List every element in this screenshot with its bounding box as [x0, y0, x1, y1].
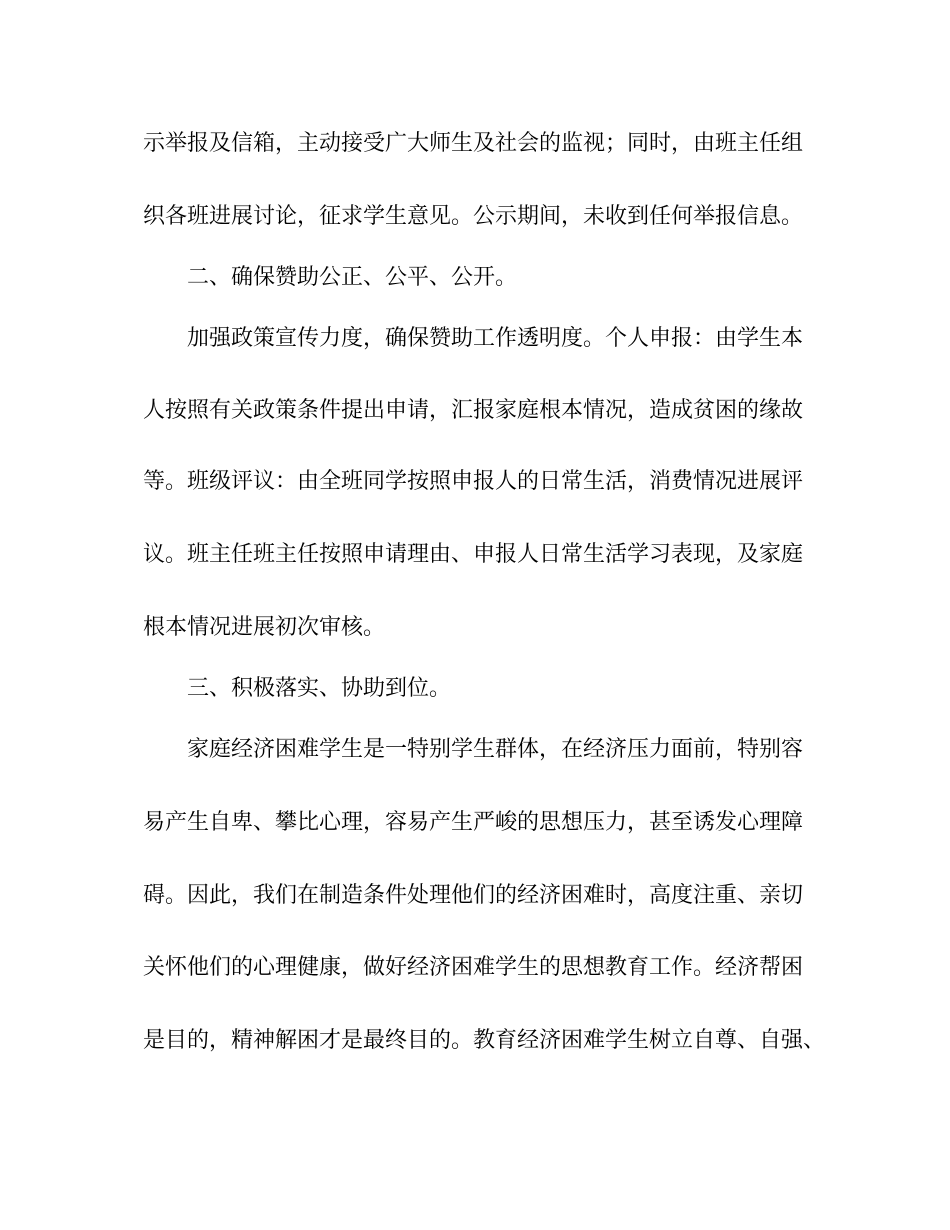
body-text-line: 议。班主任班主任按照申请理由、申报人日常生活学习表现，及家庭 — [143, 542, 804, 567]
body-text-line: 示举报及信箱，主动接受广大师生及社会的监视；同时，由班主任组 — [143, 131, 804, 156]
body-text-line: 人按照有关政策条件提出申请，汇报家庭根本情况，造成贫困的缘故 — [143, 398, 804, 423]
section-heading: 二、确保赞助公正、公平、公开。 — [187, 265, 518, 290]
body-text-line: 易产生自卑、攀比心理，容易产生严峻的思想压力，甚至诱发心理障 — [143, 810, 804, 835]
body-text-line: 加强政策宣传力度，确保赞助工作透明度。个人申报：由学生本 — [187, 326, 804, 351]
body-text-line: 织各班进展讨论，征求学生意见。公示期间，未收到任何举报信息。 — [143, 204, 804, 229]
body-text-line: 是目的，精神解困才是最终目的。教育经济困难学生树立自尊、自强、 — [143, 1028, 826, 1053]
body-text-line: 关怀他们的心理健康，做好经济困难学生的思想教育工作。经济帮困 — [143, 955, 804, 980]
section-heading: 三、积极落实、协助到位。 — [187, 676, 452, 701]
body-text-line: 家庭经济困难学生是一特别学生群体，在经济压力面前，特别容 — [187, 737, 804, 762]
body-text-line: 碍。因此，我们在制造条件处理他们的经济困难时，高度注重、亲切 — [143, 883, 804, 908]
body-text-line: 等。班级评议：由全班同学按照申报人的日常生活，消费情况进展评 — [143, 469, 804, 494]
body-text-line: 根本情况进展初次审核。 — [143, 615, 386, 640]
